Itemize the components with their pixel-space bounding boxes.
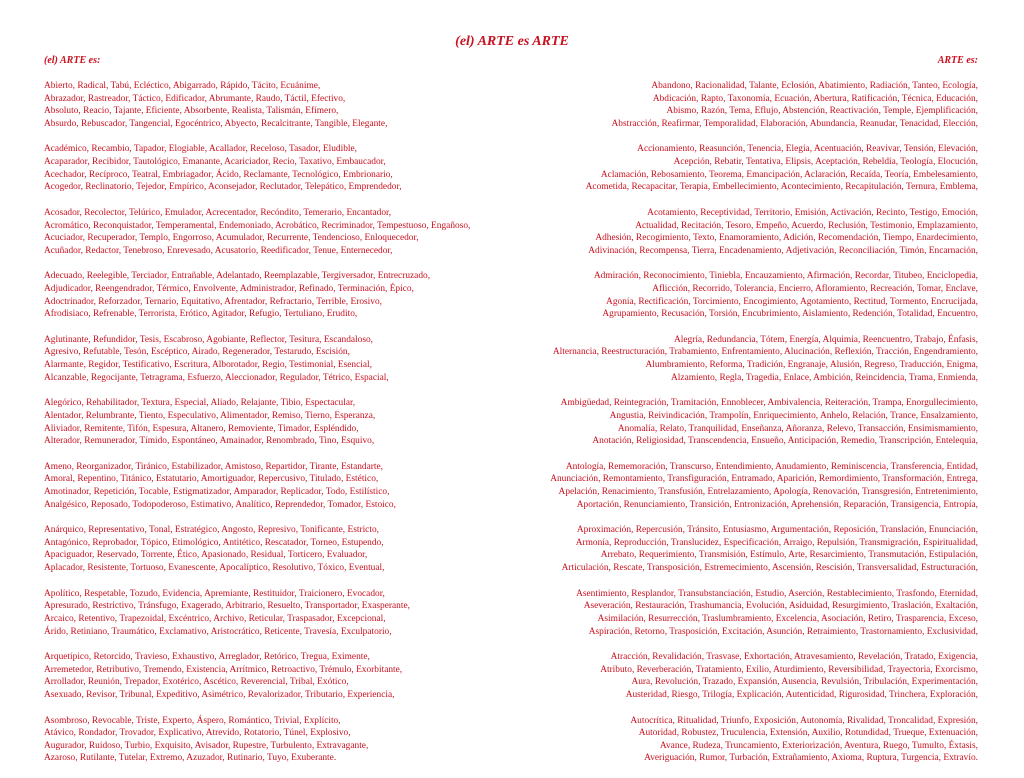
left-stanza-line: Anárquico, Representativo, Tonal, Estratégico, Angosto, Represivo, Tonificante, Estricto, bbox=[44, 525, 379, 536]
left-stanza-line: Aliviador, Remitente, Tifón, Espesura, Altanero, Removiente, Timador, Espléndido, bbox=[44, 423, 359, 434]
right-stanza bbox=[490, 524, 978, 574]
left-stanza-line: Apresurado, Restrictivo, Tránsfugo, Exagerado, Arbitrario, Resuelto, Transportador, Exasperante, bbox=[44, 601, 410, 612]
left-stanza-line: Asombroso, Revocable, Triste, Experto, Áspero, Romántico, Trivial, Explícito, bbox=[44, 715, 341, 726]
right-stanza bbox=[490, 397, 978, 447]
left-column-heading: (el) ARTE es: bbox=[44, 55, 101, 66]
left-stanza bbox=[44, 143, 532, 193]
left-stanza-line: Acechador, Recíproco, Teatral, Embriagador, Ácido, Reclamante, Tecnológico, Embrionario, bbox=[44, 169, 393, 180]
left-stanza-line: Acaparador, Recibidor, Tautológico, Emanante, Acariciador, Recio, Taxativo, Embaucador, bbox=[44, 157, 386, 168]
right-stanza bbox=[490, 270, 978, 320]
left-stanza-line: Alterador, Remunerador, Tímido, Espontáneo, Amainador, Renombrado, Tino, Esquivo, bbox=[44, 436, 375, 447]
left-stanza-line: Alarmante, Regidor, Testificativo, Escritura, Alborotador, Regio, Testimonial, Esencial, bbox=[44, 360, 372, 371]
right-stanza-line: Atributo, Reverberación, Tratamiento, Exilio, Aturdimiento, Reversibilidad, Trayectoria, Exorcismo, bbox=[600, 664, 978, 675]
left-stanza bbox=[44, 334, 532, 384]
right-stanza-line: Asimilación, Resurrección, Traslumbramiento, Excelencia, Asociación, Retiro, Trasparencia, Exceso, bbox=[597, 613, 978, 624]
left-stanza-line: Arremetedor, Retributivo, Tremendo, Existencia, Arrítmico, Retroactivo, Trémulo, Exorbitante, bbox=[44, 664, 403, 675]
right-stanza-line: Aflicción, Recorrido, Tolerancia, Encierro, Afloramiento, Recreación, Tomar, Enclave, bbox=[652, 284, 978, 294]
right-stanza-line: Acepción, Rebatir, Tentativa, Elipsis, Aceptación, Rebeldía, Teología, Elocución, bbox=[673, 157, 978, 168]
right-stanza-line: Anotación, Religiosidad, Transcendencia, Ensueño, Anticipación, Remedio, Transcripción, Entelequia, bbox=[592, 436, 978, 447]
right-stanza-line: Agonía, Rectificación, Torcimiento, Encogimiento, Agotamiento, Rectitud, Tormento, Encrucijada, bbox=[606, 296, 978, 307]
left-stanza-line: Agresivo, Refutable, Tesón, Escéptico, Airado, Regenerador, Testarudo, Escisión, bbox=[44, 347, 350, 358]
left-stanza bbox=[44, 270, 532, 320]
right-stanza-line: Acotamiento, Receptividad, Territorio, Emisión, Activación, Recinto, Testigo, Emoción, bbox=[647, 207, 978, 218]
right-stanza-line: Abismo, Razón, Tema, Eflujo, Abstención, Reactivación, Temple, Ejemplificación, bbox=[666, 106, 978, 117]
right-stanza-line: Austeridad, Riesgo, Trilogía, Explicación, Autenticidad, Rigurosidad, Trinchera, Exploración, bbox=[625, 690, 978, 700]
left-stanza bbox=[44, 207, 532, 257]
right-stanza-line: Asentimiento, Resplandor, Transubstanciación, Estudio, Aserción, Restablecimiento, Trasfondo, Eternidad, bbox=[576, 588, 978, 599]
left-stanza-line: Analgésico, Reposado, Todopoderoso, Estimativo, Analítico, Reprendedor, Tomador, Estoico, bbox=[44, 499, 396, 510]
right-stanza bbox=[490, 715, 978, 765]
right-stanza-line: Aportación, Renunciamiento, Transición, Entronización, Aprehensión, Reparación, Transigencia, Entropía, bbox=[576, 499, 978, 510]
left-stanza bbox=[44, 461, 532, 511]
right-stanza-line: Abstracción, Reafirmar, Temporalidad, Elaboración, Abundancia, Reanudar, Tenacidad, Elección, bbox=[611, 118, 978, 129]
right-stanza bbox=[490, 461, 978, 511]
right-stanza bbox=[490, 80, 978, 130]
right-stanza bbox=[490, 651, 978, 701]
right-stanza-line: Agrupamiento, Recusación, Torsión, Encubrimiento, Aislamiento, Redención, Totalidad, Encuentro, bbox=[602, 309, 978, 320]
left-stanza bbox=[44, 397, 532, 447]
left-stanza-line: Adoctrinador, Reforzador, Ternario, Equitativo, Afrentador, Refractario, Terrible, Erosivo, bbox=[44, 296, 382, 307]
left-stanza-line: Académico, Recambio, Tapador, Elogiable, Acallador, Receloso, Tasador, Eludible, bbox=[44, 144, 357, 155]
right-stanza-line: Actualidad, Recitación, Tesoro, Empeño, Acuerdo, Reclusión, Testimonio, Emplazamiento, bbox=[635, 220, 978, 231]
right-stanza-line: Autocrítica, Ritualidad, Triunfo, Exposición, Autonomía, Rivalidad, Troncalidad, Expresión, bbox=[630, 715, 978, 726]
left-stanza-line: Augurador, Ruidoso, Turbio, Exquisito, Avisador, Rupestre, Turbulento, Extravagante, bbox=[44, 740, 369, 751]
right-stanza-line: Antología, Rememoración, Transcurso, Entendimiento, Anudamiento, Reminiscencia, Transferencia, Entidad, bbox=[565, 461, 978, 472]
left-stanza-line: Acuciador, Recuperador, Templo, Engorroso, Acumulador, Recurrente, Tendencioso, Enloquecedor, bbox=[44, 233, 419, 244]
right-stanza-line: Adivinación, Recompensa, Tierra, Encadenamiento, Adjetivación, Reconciliación, Timón, Encarnación, bbox=[588, 245, 978, 256]
left-stanza-line: Antagónico, Reprobador, Tópico, Etimológico, Antitético, Rescatador, Torneo, Estupendo, bbox=[44, 537, 384, 548]
left-stanza-line: Apaciguador, Reservado, Torrente, Ético, Apasionado, Residual, Torticero, Evaluador, bbox=[44, 550, 368, 561]
right-stanza-line: Armonía, Reproducción, Translucidez, Especificación, Arraigo, Repulsión, Transmigración, Espiritualidad, bbox=[575, 537, 978, 548]
right-stanza-line: Averiguación, Rumor, Turbación, Extrañamiento, Axioma, Ruptura, Turgencia, Extravío. bbox=[644, 753, 978, 764]
left-stanza-line: Adjudicador, Reengendrador, Térmico, Envolvente, Administrador, Refinado, Terminación, Épico, bbox=[44, 284, 414, 294]
left-stanza-line: Adecuado, Reelegible, Terciador, Entrañable, Adelantado, Reemplazable, Tergiversador, Entrecruzado, bbox=[44, 271, 431, 282]
left-stanza-line: Abierto, Radical, Tabú, Ecléctico, Abigarrado, Rápido, Tácito, Ecuánime, bbox=[44, 81, 321, 91]
right-stanza-line: Atracción, Revalidación, Trasvase, Exhortación, Atravesamiento, Revelación, Tratado, Exigencia, bbox=[610, 652, 978, 663]
left-stanza bbox=[44, 651, 532, 701]
right-stanza bbox=[490, 334, 978, 384]
right-stanza-line: Apelación, Renacimiento, Transfusión, Entrelazamiento, Apología, Renovación, Transgresión, Entretenimiento, bbox=[558, 487, 978, 497]
left-stanza-line: Aplacador, Resistente, Tortuoso, Evanescente, Apocalíptico, Resolutivo, Tóxico, Eventual, bbox=[44, 563, 385, 574]
right-stanza-line: Alegría, Redundancia, Tótem, Energía, Alquimia, Reencuentro, Trabajo, Énfasis, bbox=[673, 334, 978, 345]
left-column bbox=[44, 54, 532, 778]
left-stanza-line: Ameno, Reorganizador, Tiránico, Estabilizador, Amistoso, Repartidor, Tirante, Estandarte, bbox=[44, 461, 384, 472]
right-stanza-line: Articulación, Rescate, Transposición, Estremecimiento, Ascensión, Rescisión, Transversalidad, Estructuración, bbox=[561, 563, 978, 574]
right-stanza-line: Anomalía, Relato, Tranquilidad, Enseñanza, Añoranza, Relevo, Transacción, Ensimismamiento, bbox=[617, 423, 978, 434]
right-stanza bbox=[490, 588, 978, 638]
left-stanza bbox=[44, 715, 532, 765]
right-column-heading: ARTE es: bbox=[937, 55, 978, 66]
right-stanza-line: Adhesión, Recogimiento, Texto, Enamoramiento, Adición, Recomendación, Tiempo, Enardecimiento, bbox=[595, 233, 978, 244]
left-stanza-line: Amotinador, Repetición, Tocable, Estigmatizador, Amparador, Replicador, Todo, Estilístico, bbox=[44, 487, 390, 497]
right-stanza-line: Angustia, Reivindicación, Trampolín, Enriquecimiento, Anhelo, Relación, Trance, Ensalzamiento, bbox=[609, 410, 978, 421]
right-stanza-line: Alumbramiento, Reforma, Tradición, Engranaje, Alusión, Regreso, Traducción, Enigma, bbox=[645, 360, 978, 371]
right-stanza-line: Aspiración, Retorno, Trasposición, Excitación, Asunción, Retraimiento, Trastornamiento, Exclusividad, bbox=[588, 626, 978, 637]
right-stanza-line: Abandono, Racionalidad, Talante, Eclosión, Abatimiento, Radiación, Tanteo, Ecología, bbox=[651, 81, 978, 91]
right-stanza-line: Anunciación, Remontamiento, Transfiguración, Entramado, Aparición, Remordimiento, Transformación, Entrega, bbox=[550, 474, 978, 485]
right-stanza-line: Ambigüedad, Reintegración, Tramitación, Ennoblecer, Ambivalencia, Reiteración, Trampa, Enorgullecimiento, bbox=[560, 398, 978, 409]
right-stanza-line: Arrebato, Requerimiento, Transmisión, Estímulo, Arte, Resarcimiento, Transmutación, Estipulación, bbox=[600, 550, 978, 561]
left-stanza-line: Abrazador, Rastreador, Táctico, Edificador, Abrumante, Raudo, Táctil, Efectivo, bbox=[44, 93, 346, 104]
left-stanza-line: Atávico, Rondador, Trovador, Explicativo, Atrevido, Rotatorio, Túnel, Explosivo, bbox=[44, 728, 351, 739]
right-stanza-line: Admiración, Reconocimiento, Tiniebla, Encauzamiento, Afirmación, Recordar, Titubeo, Enciclopedia, bbox=[593, 271, 978, 282]
left-stanza-line: Absurdo, Rebuscador, Tangencial, Egocéntrico, Abyecto, Recalcitrante, Tangible, Elegante, bbox=[44, 118, 388, 129]
page-title: (el) ARTE es ARTE bbox=[455, 34, 569, 49]
left-stanza-line: Apolítico, Respetable, Tozudo, Evidencia, Apremiante, Restituidor, Traicionero, Evocador, bbox=[44, 588, 385, 599]
right-stanza-line: Aura, Revolución, Trazado, Expansión, Ausencia, Revulsión, Tribulación, Experimentación, bbox=[631, 677, 978, 688]
right-stanza-line: Accionamiento, Reasunción, Tenencia, Elegía, Acentuación, Reavivar, Tensión, Elevación, bbox=[637, 144, 978, 155]
left-stanza-line: Azaroso, Rutilante, Tutelar, Extremo, Azuzador, Rutinario, Tuyo, Exuberante. bbox=[44, 753, 337, 764]
right-stanza-line: Abdicación, Rapto, Taxonomía, Ecuación, Abertura, Ratificación, Técnica, Educación, bbox=[652, 93, 978, 104]
left-stanza-line: Árido, Retiniano, Traumático, Exclamativo, Aristocrático, Reticente, Travesía, Exculpatorio, bbox=[44, 626, 392, 637]
right-column bbox=[490, 54, 978, 778]
right-stanza-line: Alzamiento, Regla, Tragedia, Enlace, Ambición, Reincidencia, Trama, Enmienda, bbox=[671, 372, 978, 383]
right-stanza bbox=[490, 143, 978, 193]
left-stanza-line: Amoral, Repentino, Titánico, Estatutario, Amortiguador, Repercusivo, Titulado, Estético, bbox=[44, 474, 379, 485]
left-stanza-line: Asexuado, Revisor, Tribunal, Expeditivo, Asimétrico, Revalorizador, Tributario, Experiencia, bbox=[44, 690, 395, 700]
left-stanza-line: Absoluto, Reacio, Tajante, Eficiente, Absorbente, Realista, Talismán, Efímero, bbox=[44, 106, 339, 117]
right-stanza-line: Aseveración, Restauración, Trashumancia, Evolución, Asiduidad, Resurgimiento, Traslación, Exaltación, bbox=[583, 601, 978, 612]
left-stanza-line: Alentador, Relumbrante, Tiento, Especulativo, Alimentador, Remiso, Tierno, Esperanza, bbox=[44, 410, 376, 421]
right-stanza-line: Aclamación, Rebosamiento, Teorema, Emancipación, Aclaración, Recaída, Teoría, Embelesamiento, bbox=[600, 169, 978, 180]
left-stanza-line: Acromático, Reconquistador, Temperamental, Endemoniado, Acrobático, Recriminador, Tempestuoso, Engañoso, bbox=[44, 220, 471, 231]
left-stanza bbox=[44, 588, 532, 638]
right-stanza-line: Avance, Rudeza, Truncamiento, Exteriorización, Aventura, Ruego, Tumulto, Éxtasis, bbox=[659, 740, 978, 751]
left-stanza-line: Arquetípico, Retorcido, Travieso, Exhaustivo, Arreglador, Retórico, Tregua, Eximente, bbox=[44, 652, 370, 663]
left-stanza bbox=[44, 524, 532, 574]
left-stanza bbox=[44, 80, 532, 130]
left-stanza-line: Arrollador, Reunión, Trepador, Exotérico, Ascético, Reverencial, Tribal, Exótico, bbox=[44, 677, 349, 688]
left-stanza-line: Acosador, Recolector, Telúrico, Emulador, Acrecentador, Recóndito, Temerario, Encantador, bbox=[44, 207, 392, 218]
right-stanza-line: Aproximación, Repercusión, Tránsito, Entusiasmo, Argumentación, Reposición, Translación, Enunciación, bbox=[576, 525, 978, 536]
left-stanza-line: Afrodisiaco, Refrenable, Terrorista, Erótico, Agitador, Refugio, Tertuliano, Erudito, bbox=[44, 309, 358, 320]
left-stanza-line: Alcanzable, Regocijante, Tetragrama, Esfuerzo, Aleccionador, Regulador, Tétrico, Espacial, bbox=[44, 372, 389, 383]
right-stanza-line: Autoridad, Robustez, Truculencia, Extensión, Auxilio, Rotundidad, Trueque, Extenuación, bbox=[638, 728, 978, 739]
left-stanza-line: Arcaico, Retentivo, Trapezoidal, Excéntrico, Archivo, Reticular, Traspasador, Excepcional, bbox=[44, 613, 386, 624]
left-stanza-line: Aglutinante, Refundidor, Tesis, Escabroso, Agobiante, Reflector, Tesitura, Escandaloso, bbox=[44, 334, 374, 345]
right-stanza-line: Acometida, Recapacitar, Terapia, Embellecimiento, Acontecimiento, Recapitulación, Ternura, Emblema, bbox=[585, 182, 978, 193]
right-stanza bbox=[490, 207, 978, 257]
right-stanza-line: Alternancia, Reestructuración, Trabamiento, Enfrentamiento, Alucinación, Reflexión, Tracción, Engendramiento, bbox=[552, 347, 978, 358]
left-stanza-line: Acuñador, Redactor, Tenebroso, Enrevesado, Acusatorio, Reedificador, Tenue, Enternecedor, bbox=[44, 245, 393, 256]
left-stanza-line: Alegórico, Rehabilitador, Textura, Especial, Aliado, Relajante, Tibio, Espectacular, bbox=[44, 398, 356, 409]
left-stanza-line: Acogedor, Reclinatorio, Tejedor, Empírico, Aconsejador, Reclutador, Telepático, Emprendedor, bbox=[44, 182, 402, 193]
